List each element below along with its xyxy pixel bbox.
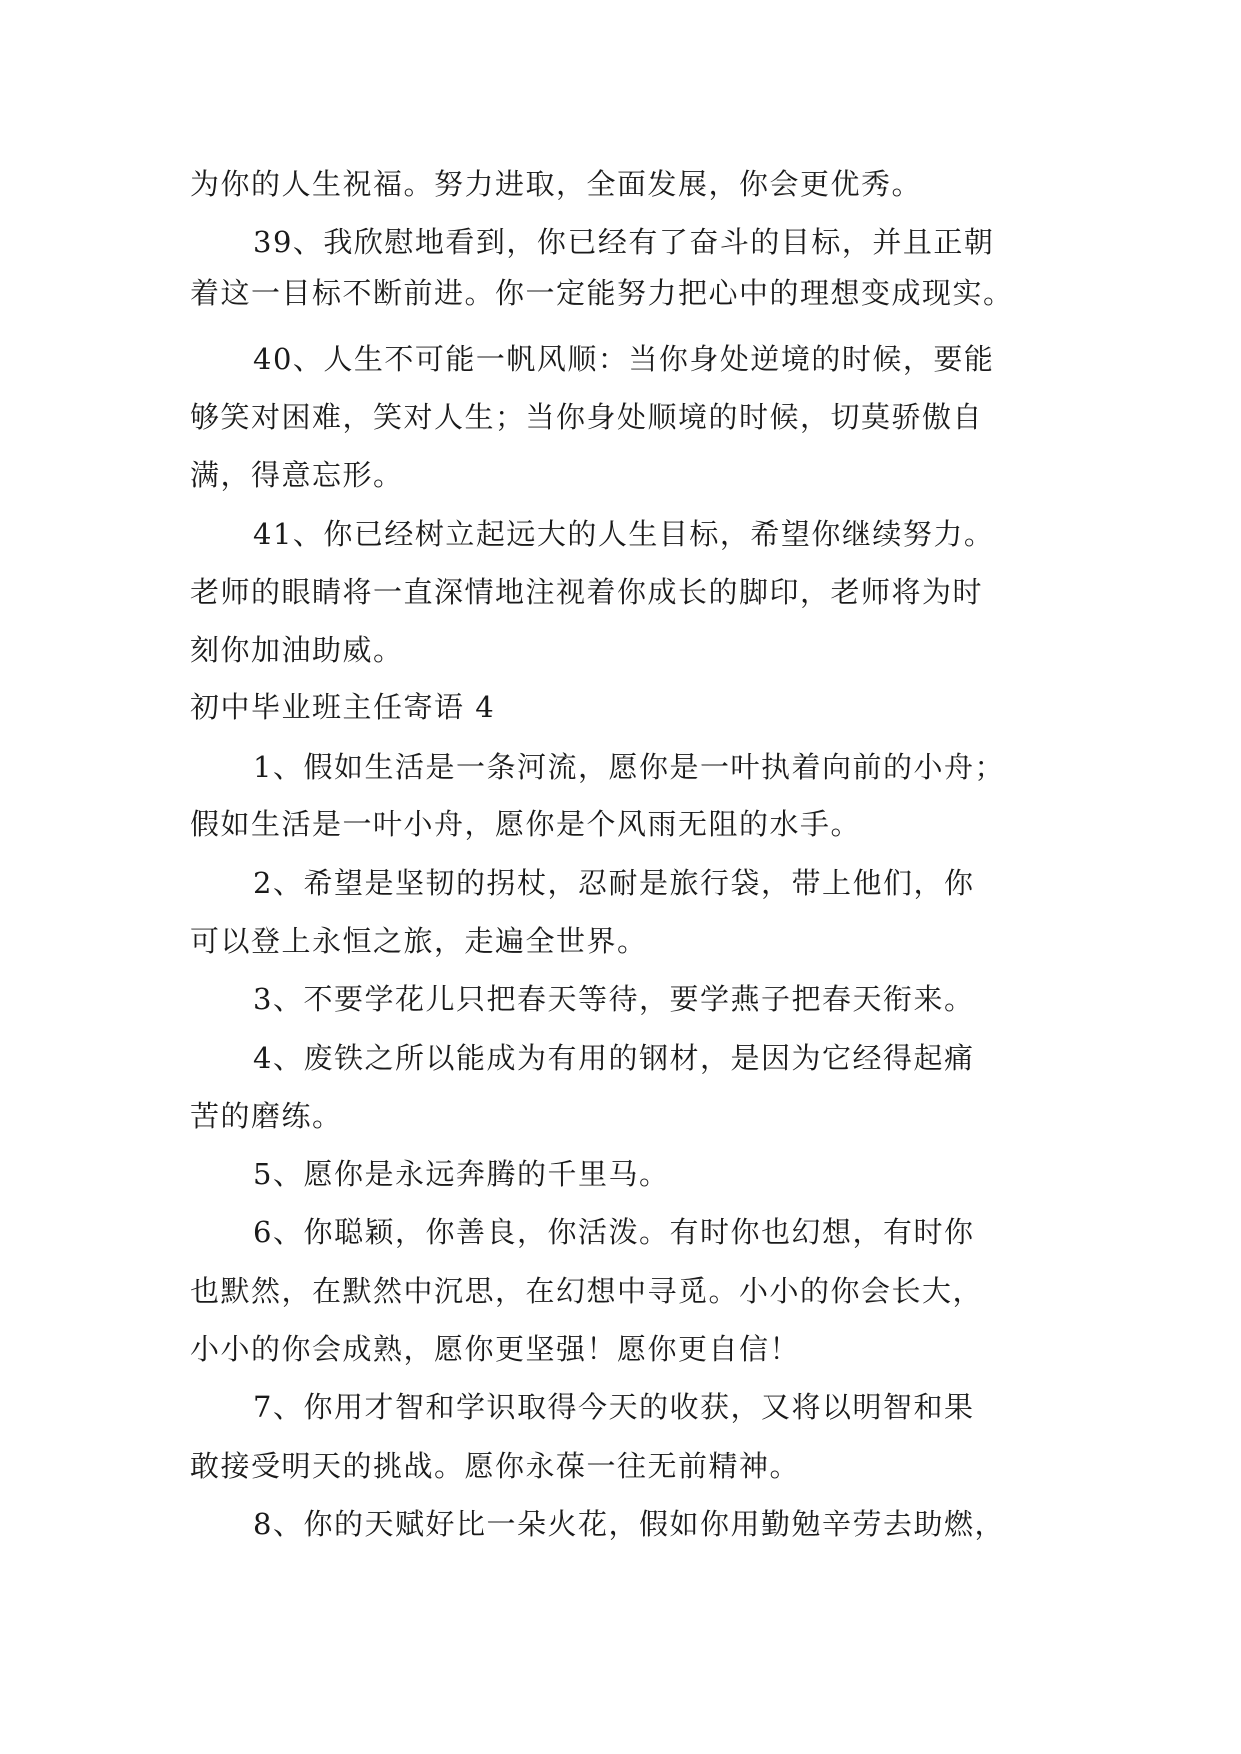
text-line: 1、假如生活是一条河流，愿你是一叶执着向前的小舟；: [253, 750, 1005, 784]
text-line: 为你的人生祝福。努力进取，全面发展，你会更优秀。: [190, 167, 923, 201]
text-line: 着这一目标不断前进。你一定能努力把心中的理想变成现实。: [190, 276, 1014, 310]
text-line: 8、你的天赋好比一朵火花，假如你用勤勉辛劳去助燃，: [253, 1507, 1005, 1541]
text-line: 敢接受明天的挑战。愿你永葆一往无前精神。: [190, 1449, 801, 1483]
text-line: 满，得意忘形。: [190, 458, 404, 492]
text-line: 2、希望是坚韧的拐杖，忍耐是旅行袋，带上他们，你: [253, 866, 975, 900]
text-line: 小小的你会成熟，愿你更坚强！愿你更自信！: [190, 1332, 801, 1366]
text-line: 5、愿你是永远奔腾的千里马。: [253, 1157, 670, 1191]
text-line: 苦的磨练。: [190, 1099, 343, 1133]
section-heading: 初中毕业班主任寄语 4: [190, 690, 496, 724]
text-line: 41、你已经树立起远大的人生目标，希望你继续努力。: [253, 517, 995, 551]
text-line: 3、不要学花儿只把春天等待，要学燕子把春天衔来。: [253, 982, 975, 1016]
text-line: 6、你聪颖，你善良，你活泼。有时你也幻想，有时你: [253, 1215, 975, 1249]
text-line: 39、我欣慰地看到，你已经有了奋斗的目标，并且正朝: [253, 225, 995, 259]
text-line: 4、废铁之所以能成为有用的钢材，是因为它经得起痛: [253, 1041, 975, 1075]
text-line: 也默然，在默然中沉思，在幻想中寻觅。小小的你会长大，: [190, 1274, 984, 1308]
text-line: 老师的眼睛将一直深情地注视着你成长的脚印，老师将为时: [190, 575, 984, 609]
text-line: 假如生活是一叶小舟，愿你是个风雨无阻的水手。: [190, 807, 862, 841]
text-line: 刻你加油助威。: [190, 633, 404, 667]
text-line: 可以登上永恒之旅，走遍全世界。: [190, 924, 648, 958]
text-line: 7、你用才智和学识取得今天的收获，又将以明智和果: [253, 1390, 975, 1424]
text-line: 够笑对困难，笑对人生；当你身处顺境的时候，切莫骄傲自: [190, 400, 984, 434]
text-line: 40、人生不可能一帆风顺：当你身处逆境的时候，要能: [253, 342, 995, 376]
